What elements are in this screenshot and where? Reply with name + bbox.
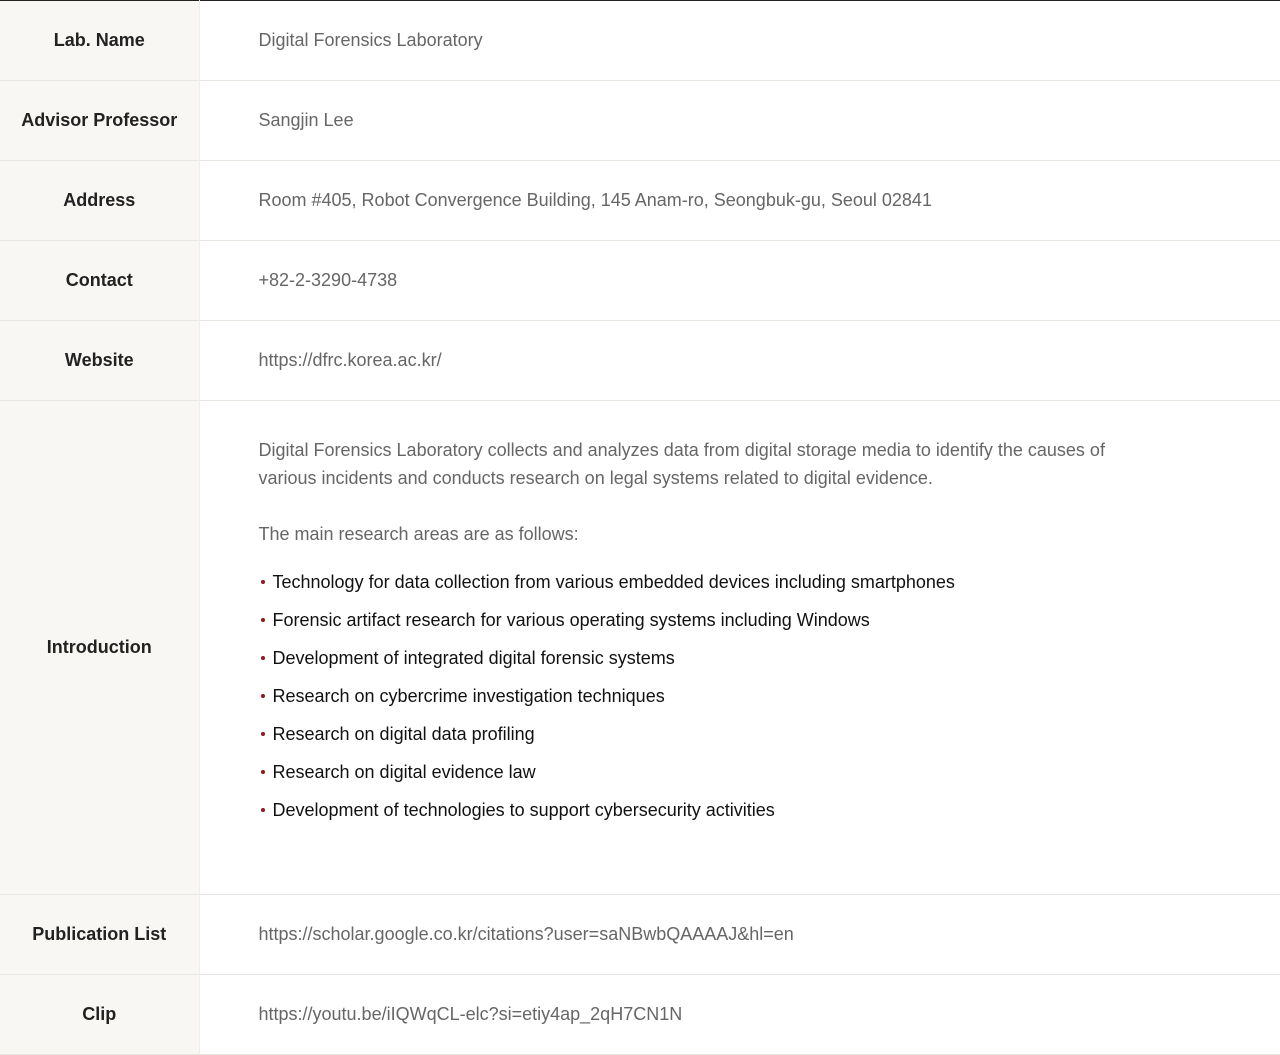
- bullet-icon: [261, 732, 265, 736]
- list-item: [259, 646, 1280, 670]
- research-areas-list: [259, 570, 1280, 822]
- address-value: Room #405, Robot Convergence Building, 145 Anam-ro, Seongbuk-gu, Seoul 02841: [199, 161, 1280, 241]
- website-cell: [199, 321, 1280, 401]
- research-area-text: Forensic artifact research for various operating systems including Windows: [273, 608, 870, 632]
- list-item: [259, 722, 1280, 746]
- publications-label: Publication List: [0, 895, 199, 975]
- research-areas-heading: The main research areas are as follows:: [259, 520, 1280, 548]
- row-clip: [0, 975, 1280, 1055]
- list-item: [259, 608, 1280, 632]
- bullet-icon: [261, 694, 265, 698]
- introduction-label: Introduction: [0, 401, 199, 895]
- address-label: Address: [0, 161, 199, 241]
- list-item: [259, 684, 1280, 708]
- list-item: [259, 760, 1280, 784]
- research-area-text: Research on digital data profiling: [273, 722, 535, 746]
- publications-link[interactable]: https://scholar.google.co.kr/citations?user=saNBwbQAAAAJ&hl=en: [259, 924, 794, 944]
- research-area-text: Development of integrated digital forensic systems: [273, 646, 675, 670]
- list-item: [259, 570, 1280, 594]
- introduction-paragraph: Digital Forensics Laboratory collects and analyzes data from digital storage media to identify the causes of various incidents and conducts research on legal systems related to digital evidence.: [259, 436, 1119, 492]
- clip-cell: [199, 975, 1280, 1055]
- row-contact: [0, 241, 1280, 321]
- advisor-value: Sangjin Lee: [199, 81, 1280, 161]
- list-item: [259, 798, 1280, 822]
- advisor-label: Advisor Professor: [0, 81, 199, 161]
- bullet-icon: [261, 770, 265, 774]
- bullet-icon: [261, 808, 265, 812]
- research-area-text: Research on digital evidence law: [273, 760, 536, 784]
- row-address: [0, 161, 1280, 241]
- website-link[interactable]: https://dfrc.korea.ac.kr/: [259, 350, 442, 370]
- row-introduction: [0, 401, 1280, 895]
- publications-cell: [199, 895, 1280, 975]
- introduction-cell: [199, 401, 1280, 895]
- bullet-icon: [261, 618, 265, 622]
- lab-name-label: Lab. Name: [0, 1, 199, 81]
- contact-value: +82-2-3290-4738: [199, 241, 1280, 321]
- research-area-text: Technology for data collection from various embedded devices including smartphones: [273, 570, 955, 594]
- row-advisor: [0, 81, 1280, 161]
- contact-label: Contact: [0, 241, 199, 321]
- bullet-icon: [261, 580, 265, 584]
- website-label: Website: [0, 321, 199, 401]
- row-publications: [0, 895, 1280, 975]
- clip-label: Clip: [0, 975, 199, 1055]
- research-area-text: Development of technologies to support cybersecurity activities: [273, 798, 775, 822]
- bullet-icon: [261, 656, 265, 660]
- clip-link[interactable]: https://youtu.be/iIQWqCL-elc?si=etiy4ap_2qH7CN1N: [259, 1004, 683, 1024]
- row-website: [0, 321, 1280, 401]
- lab-name-value: Digital Forensics Laboratory: [199, 1, 1280, 81]
- research-area-text: Research on cybercrime investigation techniques: [273, 684, 665, 708]
- row-lab-name: [0, 1, 1280, 81]
